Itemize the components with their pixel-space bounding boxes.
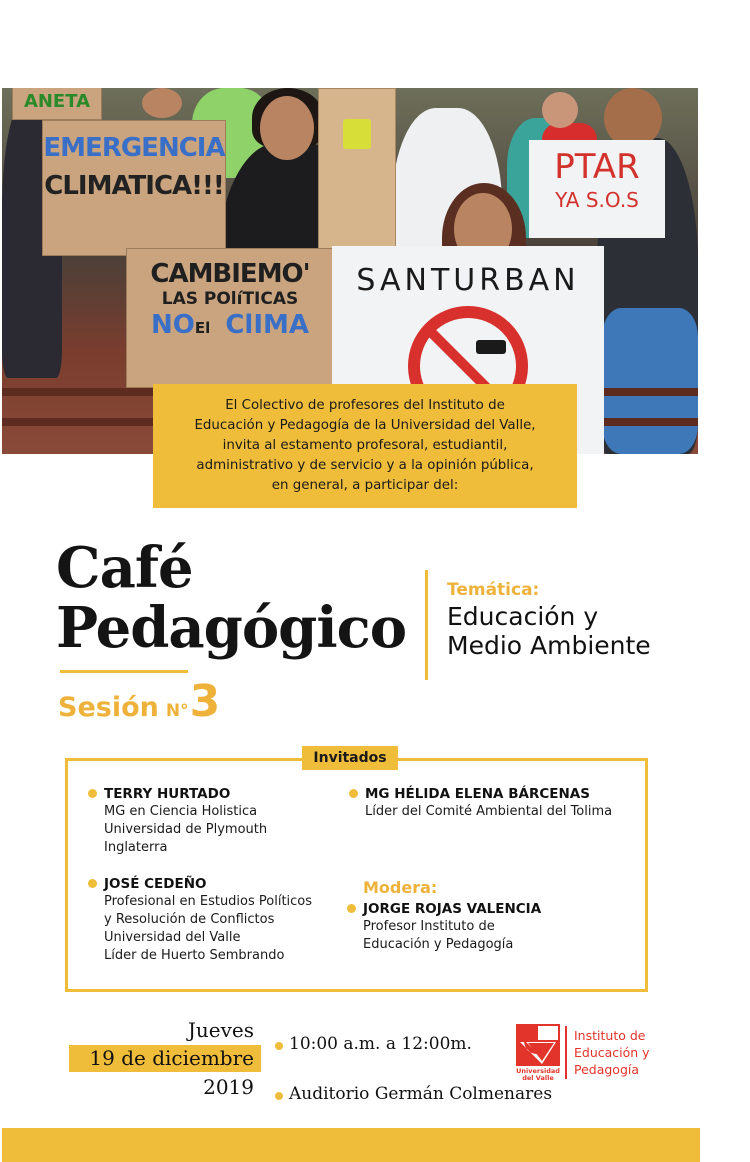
bullet-icon xyxy=(347,904,356,913)
moderator-label: Modera: xyxy=(363,878,438,897)
guest-detail: Inglaterra xyxy=(104,840,168,855)
intro-text xyxy=(194,396,535,496)
bullet-icon xyxy=(275,1092,283,1100)
sign-text: CAMBIEMO' xyxy=(150,259,310,289)
institute-line: Instituto de xyxy=(574,1028,646,1043)
moderator-name: JORGE ROJAS VALENCIA xyxy=(363,901,542,917)
guest-name: TERRY HURTADO xyxy=(104,786,231,802)
event-title-line1: Café xyxy=(56,535,193,601)
intro-box xyxy=(153,384,577,508)
bullet-icon xyxy=(275,1042,283,1050)
guest-name: JOSÉ CEDEÑO xyxy=(104,876,207,892)
intro-line: en general, a participar del: xyxy=(271,478,459,493)
sign-text: PTAR xyxy=(554,147,640,187)
universidad-del-valle-logo xyxy=(516,1024,560,1082)
sign-text: CLIMATICA!!! xyxy=(44,171,224,201)
sign-planeta xyxy=(12,88,102,120)
event-date: 19 de diciembre xyxy=(89,1046,254,1070)
logo-divider xyxy=(565,1026,567,1079)
session-label: Sesión xyxy=(58,692,159,723)
backpack xyxy=(602,308,698,454)
face xyxy=(604,88,662,148)
moderator-item xyxy=(363,900,541,954)
tematica-divider xyxy=(425,570,428,680)
event-title-line2: Pedagógico xyxy=(56,595,407,661)
guest-item xyxy=(104,785,267,857)
sign-cambiemo xyxy=(126,248,334,388)
footer-bar xyxy=(2,1128,700,1162)
faucet-icon xyxy=(476,340,506,354)
session-value: 3 xyxy=(189,676,221,727)
guest-detail: Universidad del Valle xyxy=(104,930,241,945)
title-divider xyxy=(60,670,188,673)
intro-line: administrativo y de servicio y a la opinión pública, xyxy=(196,458,534,473)
moderator-detail: Profesor Instituto de xyxy=(363,919,495,934)
sign-text: EMERGENCIA xyxy=(43,133,225,163)
guest-item xyxy=(365,785,612,821)
sign-text: YA S.O.S xyxy=(555,188,639,212)
institute-line: Pedagogía xyxy=(574,1062,640,1077)
poster-background xyxy=(318,88,396,268)
session-no-label: N° xyxy=(165,701,189,721)
sign-text: LAS POlíTICAS xyxy=(161,289,299,309)
face xyxy=(542,92,578,128)
intro-line: El Colectivo de profesores del Instituto de xyxy=(225,398,505,413)
face xyxy=(142,88,182,118)
guest-detail: Universidad de Plymouth xyxy=(104,822,268,837)
guest-item xyxy=(104,875,312,965)
session-number xyxy=(58,676,220,726)
sign-text: El xyxy=(194,319,211,337)
guests-label: Invitados xyxy=(302,746,398,770)
bullet-icon xyxy=(349,789,358,798)
guest-name: MG HÉLIDA ELENA BÁRCENAS xyxy=(365,786,590,802)
sign-text: ClIMA xyxy=(225,310,309,340)
sign-emergencia xyxy=(42,120,226,256)
institute-line: Educación y xyxy=(574,1045,650,1060)
intro-line: invita al estamento profesoral, estudiantil, xyxy=(222,438,508,453)
logo-text: del Valle xyxy=(522,1074,554,1082)
guest-detail: Líder del Comité Ambiental del Tolima xyxy=(365,804,613,819)
guest-detail: MG en Ciencia Holistica xyxy=(104,804,258,819)
bullet-icon xyxy=(88,789,97,798)
guest-detail: y Resolución de Conflictos xyxy=(104,912,275,927)
tematica-line1: Educación y xyxy=(447,602,599,631)
sign-ptar xyxy=(529,140,665,238)
guest-detail: Líder de Huerto Sembrando xyxy=(104,948,285,963)
guest-detail: Profesional en Estudios Políticos xyxy=(104,894,313,909)
sign-text: SANTURBAN xyxy=(356,263,580,298)
univalle-shield-icon xyxy=(516,1024,560,1082)
institute-name xyxy=(574,1027,650,1078)
sign-text: NO xyxy=(151,310,195,340)
event-time: 10:00 a.m. a 12:00m. xyxy=(289,1034,472,1054)
tematica-label: Temática: xyxy=(447,580,540,600)
event-place: Auditorio Germán Colmenares xyxy=(289,1084,553,1104)
tematica-line2: Medio Ambiente xyxy=(447,631,651,660)
moderator-detail: Educación y Pedagogía xyxy=(363,937,514,952)
logo-text: Universidad xyxy=(516,1067,560,1075)
event-year: 2019 xyxy=(203,1075,254,1099)
intro-line: Educación y Pedagogía de la Universidad del Valle, xyxy=(194,418,536,433)
sign-text: ANETA xyxy=(23,91,91,112)
bullet-icon xyxy=(88,879,97,888)
face xyxy=(260,96,314,160)
event-day: Jueves xyxy=(187,1018,254,1042)
